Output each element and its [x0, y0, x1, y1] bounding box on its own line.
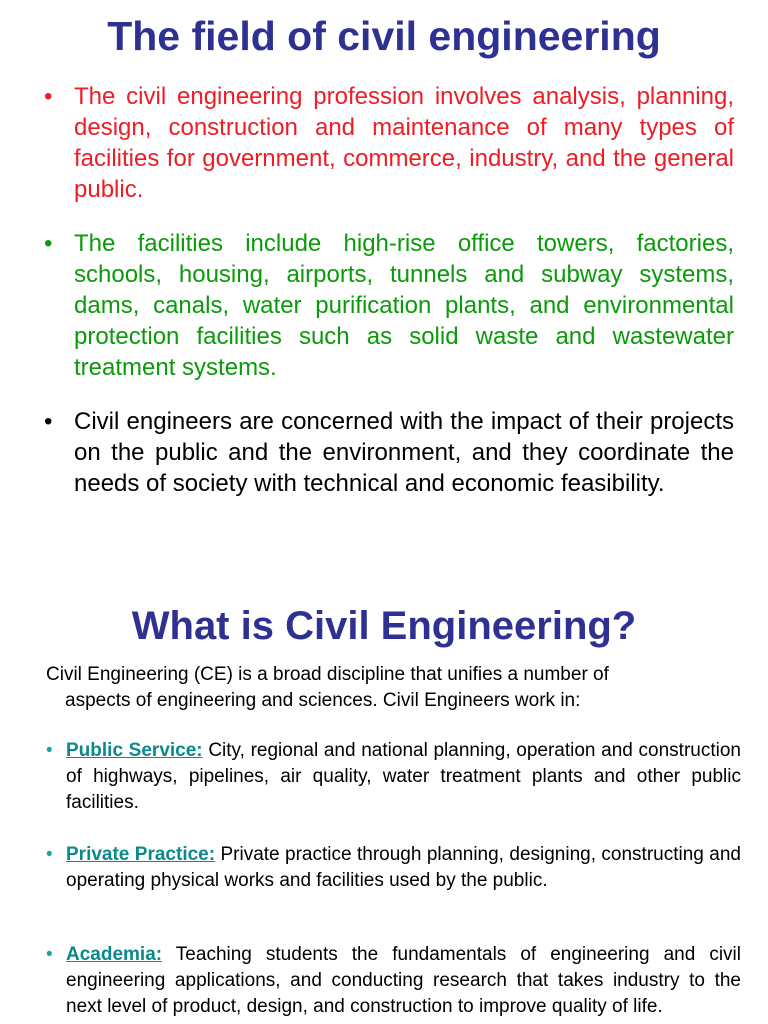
- bullet-text: The facilities include high-rise office towers, factories, schools, housing, airports, tunnels and subway systems, dams, canals, water purification plants, and environmental protection facilities such as solid waste and wastewater treatment systems.: [74, 230, 734, 381]
- term-link[interactable]: Academia:: [66, 944, 163, 965]
- bullet-text: The civil engineering profession involves analysis, planning, design, construction and maintenance of many types of facilities for government, commerce, industry, and the general public.: [74, 83, 734, 203]
- bullet-icon: •: [46, 844, 53, 865]
- intro-paragraph: [46, 662, 741, 714]
- bullet-icon: •: [44, 83, 53, 110]
- term-description: Private practice through planning, designing, constructing and operating physical works and facilities used by the public.: [66, 844, 741, 891]
- bullet-icon: •: [46, 740, 53, 761]
- bullet-icon: •: [46, 944, 53, 965]
- bullet-icon: •: [44, 408, 53, 435]
- term-description: Teaching students the fundamentals of engineering and civil engineering applications, and conducting research that takes industry to the next level of product, design, and construction to improve quality of life.: [66, 944, 741, 1017]
- list-item-text: [66, 738, 741, 816]
- list-item-text: [66, 942, 741, 1020]
- bullet-icon: •: [44, 230, 53, 257]
- page-title: The field of civil engineering: [107, 13, 661, 59]
- term-link[interactable]: Public Service:: [66, 740, 203, 761]
- term-description: City, regional and national planning, operation and construction of highways, pipelines, air quality, water treatment plants and other public facilities.: [66, 740, 741, 813]
- intro-line-2: aspects of engineering and sciences. Civil Engineers work in:: [65, 690, 581, 711]
- bullet-text: Civil engineers are concerned with the impact of their projects on the public and the environment, and they coordinate the needs of society with technical and economic feasibility.: [74, 408, 734, 497]
- section-title: What is Civil Engineering?: [131, 604, 637, 648]
- list-item-text: [66, 842, 741, 894]
- intro-line-1: Civil Engineering (CE) is a broad discipline that unifies a number of: [46, 664, 609, 685]
- term-link[interactable]: Private Practice:: [66, 844, 216, 865]
